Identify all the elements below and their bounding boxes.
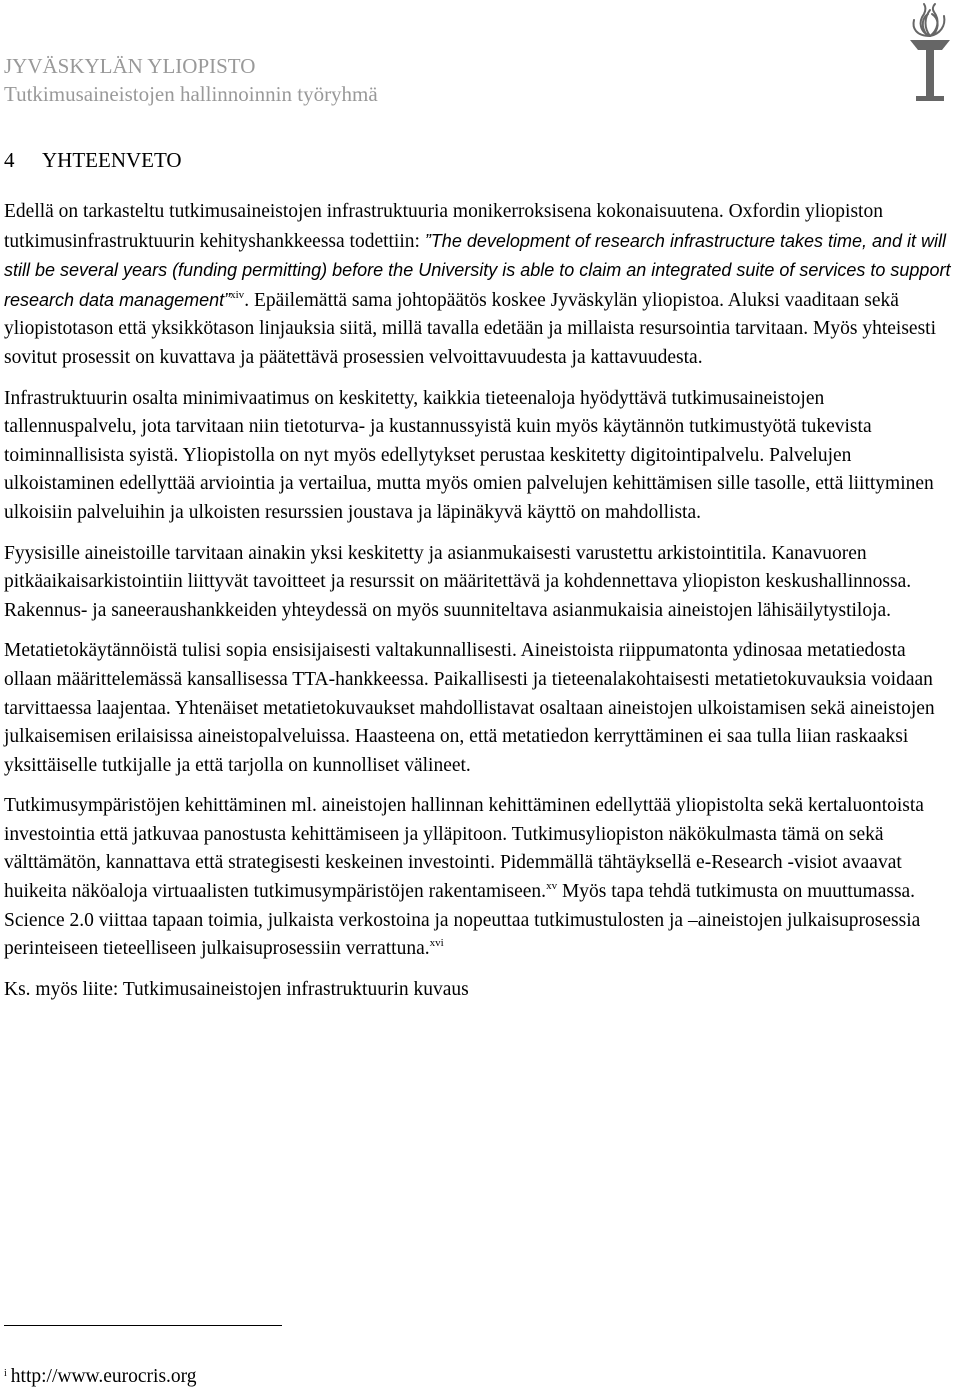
paragraph-3: Fyysisille aineistoille tarvitaan ainakin yksi keskitetty ja asianmukaisesti varustettu arkistointitila. Kanavuoren pitkäaikaisarkistointiin liittyvät tavoitteet ja resurssit on määritettävä ja kohdennettava yliopiston keskushallinnossa. Rakennus- ja saneeraushankkeiden yhteydessä on myös suunniteltava asianmukaisia aineistojen lähisäilytystiloja. <box>4 542 912 621</box>
paragraph-1-rest: . Epäilemättä sama johtopäätös koskee Jyväskylän yliopistoa. Aluksi vaaditaan sekä yliopistotason että yksikkötason linjauksia siitä, millä tavalla edetään ja millaista resursointia tarvitaan. Myös yhteisesti sovitut prosessit on kuvattava ja päätettävä prosessien velvoittavuudesta ja kattavuudesta. <box>4 289 937 368</box>
paragraph-5-part-1: Tutkimusympäristöjen kehittäminen ml. aineistojen hallinnan kehittäminen edellyttää yliopistolta sekä kertaluontoista investointia että jatkuvaa panostusta kehittämiseen ja ylläpitoon. Tutkimusyliopiston näkökulmasta tämä on sekä välttämätön, kannattava että strategisesti keskeinen investointi. Pidemmällä tähtäyksellä e-Research -visiot avaavat huikeita näköaloja virtuaalisten tutkimusympäristöjen rakentamiseen. <box>4 795 924 903</box>
paragraph-6: Ks. myös liite: Tutkimusaineistojen infrastruktuurin kuvaus <box>4 978 469 1000</box>
paragraph-1 <box>4 198 954 373</box>
document-body <box>4 198 954 1016</box>
endnote-ref-xiv: xiv <box>230 288 245 301</box>
endnote-ref-xv: xv <box>546 880 558 893</box>
university-name: JYVÄSKYLÄN YLIOPISTO <box>4 54 256 78</box>
footnote-marker: i <box>4 1368 7 1379</box>
footnote-link[interactable]: http://www.eurocris.org <box>10 1366 197 1387</box>
torch-logo-icon <box>904 2 956 110</box>
paragraph-1-intro: Edellä on tarkasteltu tutkimusaineistojen infrastruktuuria monikerroksisena kokonaisuutena. Oxfordin yliopiston tutkimusinfrastruktuurin kehityshankkeessa todettiin: <box>4 201 883 252</box>
endnote-ref-xvi: xvi <box>429 937 444 950</box>
paragraph-2: Infrastruktuurin osalta minimivaatimus on keskitetty, kaikkia tieteenaloja hyödyttävä tutkimusaineistojen tallennuspalvelu, jota tarvitaan niin tietoturva- ja kustannussyistä kuin myös käytännön tutkimustyötä tukevista toiminnallisista syistä. Yliopistolla on nyt myös edellytykset perustaa keskitetty digitointipalvelu. Palvelujen ulkoistaminen edellyttää arviointia ja vertailua, mutta myös omien palvelujen kehittämisen sille tasolle, että liittyminen ulkoisiin palveluihin ja ulkoisten resurssien joustava ja läpinäkyvä käyttö on mahdollista. <box>4 387 934 523</box>
oxford-quote: ”The development of research infrastructure takes time, and it will still be several years (funding permitting) before the University is able to claim an integrated suite of services to support research data management” <box>4 230 951 310</box>
working-group-name: Tutkimusaineistojen hallinnoinnin työryhmä <box>4 82 378 106</box>
document-header <box>4 52 378 108</box>
section-number: 4 <box>4 148 15 172</box>
footnote-divider <box>4 1325 282 1326</box>
footnote <box>4 1364 197 1390</box>
paragraph-5 <box>4 792 954 964</box>
section-title: YHTEENVETO <box>42 148 182 172</box>
paragraph-5-part-2: Myös tapa tehdä tutkimusta on muuttumassa. Science 2.0 viittaa tapaan toimia, julkaista verkostoina ja nopeuttaa tutkimustulosten ja –aineistojen julkaisuprosessia perinteiseen tieteelliseen julkaisuprosessiin verrattuna. <box>4 881 921 960</box>
paragraph-4: Metatietokäytännöistä tulisi sopia ensisijaisesti valtakunnallisesti. Aineistoista riippumatonta ydinosaa metatiedosta ollaan määrittelemässä kansallisessa TTA-hankkeessa. Paikallisesti ja tieteenalakohtaisesti metatietokuvauksia voidaan tarvittaessa laajentaa. Yhtenäiset metatietokuvaukset mahdollistavat osaltaan aineistojen ulkoistamisen sekä aineistojen julkaisemisen erilaisissa aineistopalveluissa. Haasteena on, että metatiedon kerryttäminen ei saa tulla liian raskaaksi yksittäiselle tutkijalle ja että tarjolla on kunnolliset välineet. <box>4 640 935 776</box>
section-heading <box>4 146 182 174</box>
